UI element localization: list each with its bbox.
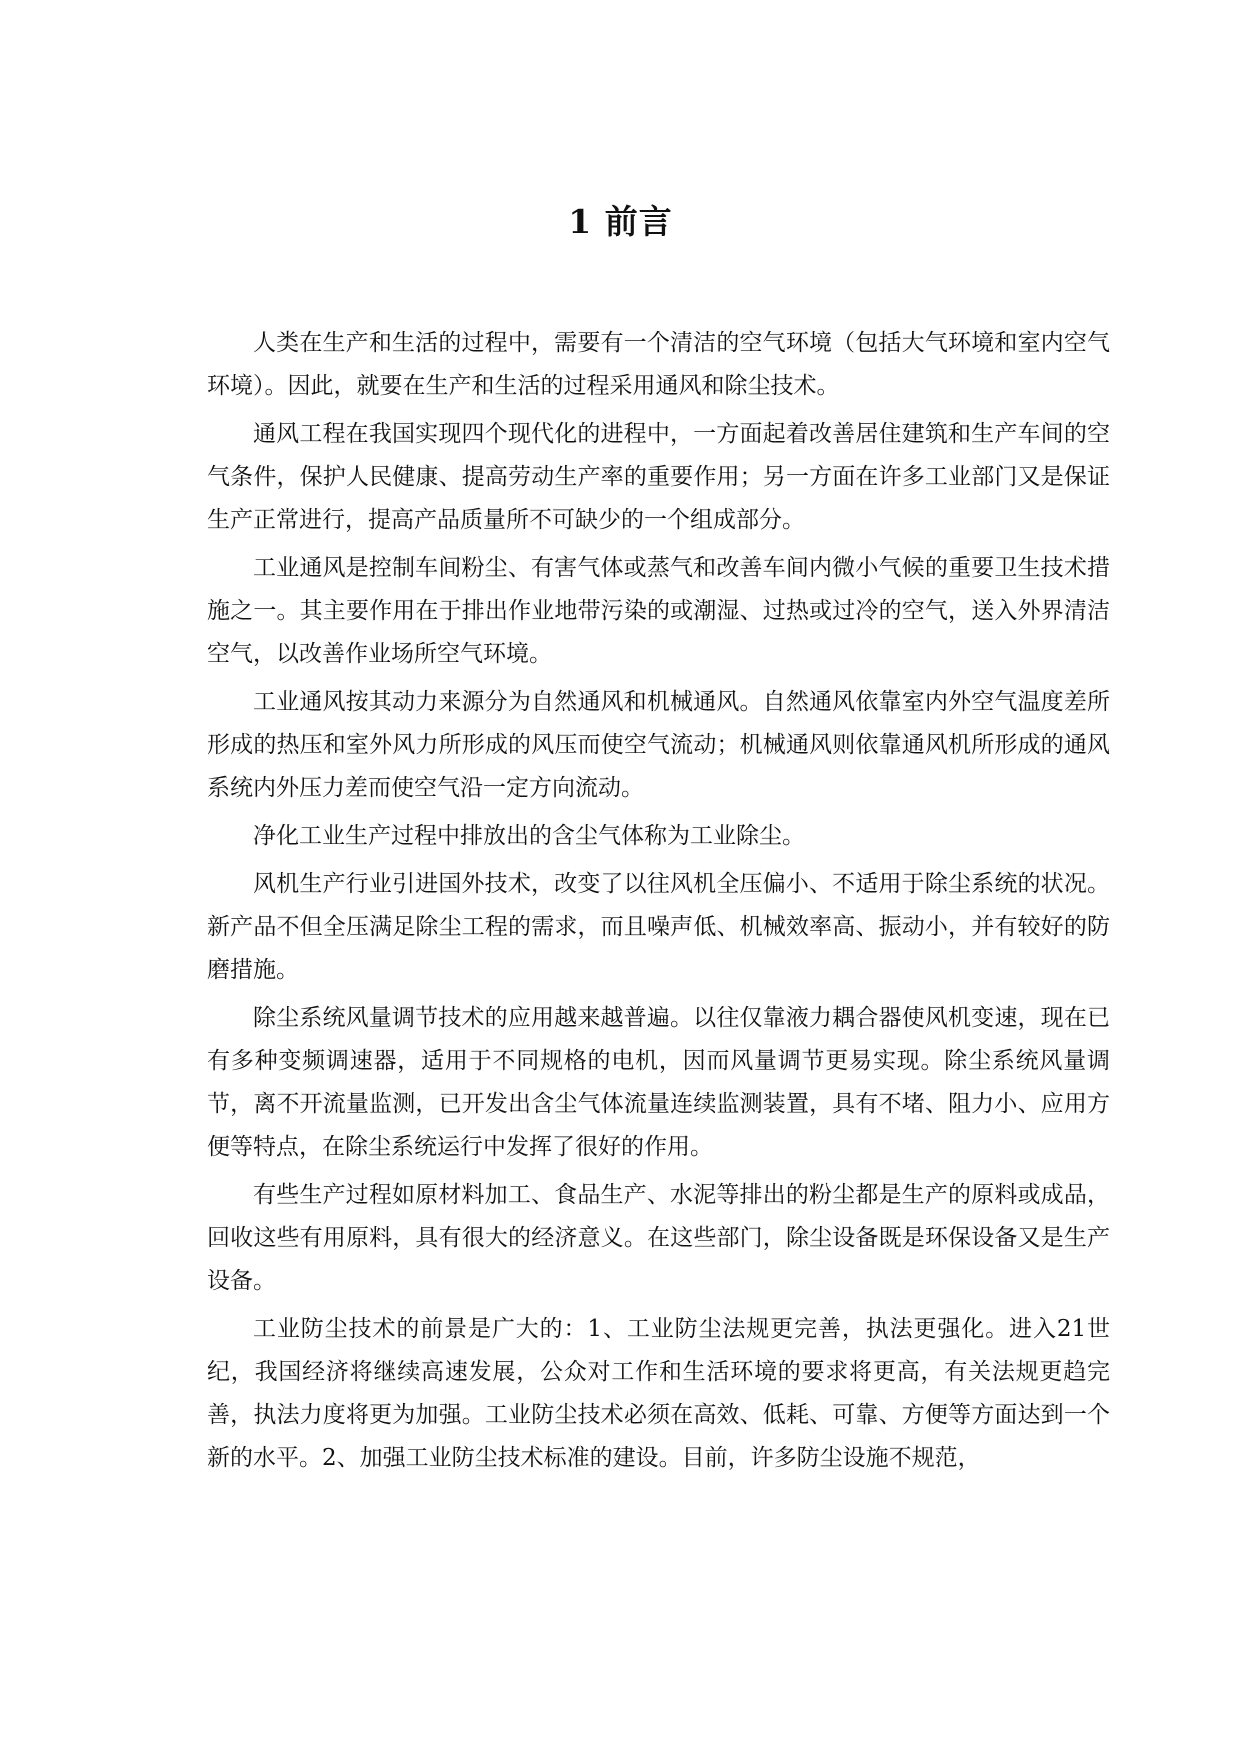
paragraph: 人类在生产和生活的过程中，需要有一个清洁的空气环境（包括大气环境和室内空气环境）。因此，就要在生产和生活的过程采用通风和除尘技术。 (207, 330, 1110, 399)
paragraph: 通风工程在我国实现四个现代化的进程中，一方面起着改善居住建筑和生产车间的空气条件，保护人民健康、提高劳动生产率的重要作用；另一方面在许多工业部门又是保证生产正常进行，提高产品质量所不可缺少的一个组成部分。 (207, 421, 1110, 533)
paragraph: 有些生产过程如原材料加工、食品生产、水泥等排出的粉尘都是生产的原料或成品，回收这些有用原料，具有很大的经济意义。在这些部门，除尘设备既是环保设备又是生产设备。 (207, 1182, 1110, 1294)
paragraph: 除尘系统风量调节技术的应用越来越普遍。以往仅靠液力耦合器使风机变速，现在已有多种变频调速器，适用于不同规格的电机，因而风量调节更易实现。除尘系统风量调节，离不开流量监测，已开发出含尘气体流量连续监测装置，具有不堵、阻力小、应用方便等特点，在除尘系统运行中发挥了很好的作用。 (207, 1005, 1110, 1160)
paragraph: 工业通风是控制车间粉尘、有害气体或蒸气和改善车间内微小气候的重要卫生技术措施之一。其主要作用在于排出作业地带污染的或潮湿、过热或过冷的空气，送入外界清洁空气，以改善作业场所空气环境。 (207, 555, 1110, 667)
paragraph: 净化工业生产过程中排放出的含尘气体称为工业除尘。 (253, 823, 805, 849)
paragraph: 风机生产行业引进国外技术，改变了以往风机全压偏小、不适用于除尘系统的状况。新产品不但全压满足除尘工程的需求，而且噪声低、机械效率高、振动小，并有较好的防磨措施。 (207, 871, 1110, 983)
paragraph: 工业通风按其动力来源分为自然通风和机械通风。自然通风依靠室内外空气温度差所形成的热压和室外风力所形成的风压而使空气流动；机械通风则依靠通风机所形成的通风系统内外压力差而使空气沿一定方向流动。 (207, 689, 1110, 801)
chapter-title: 1 前言 (568, 202, 673, 241)
paragraph: 工业防尘技术的前景是广大的：1、工业防尘法规更完善，执法更强化。进入21世纪，我国经济将继续高速发展，公众对工作和生活环境的要求将更高，有关法规更趋完善，执法力度将更为加强。工业防尘技术必须在高效、低耗、可靠、方便等方面达到一个新的水平。2、加强工业防尘技术标准的建设。目前，许多防尘设施不规范， (207, 1316, 1110, 1471)
body-text (207, 322, 1110, 1485)
